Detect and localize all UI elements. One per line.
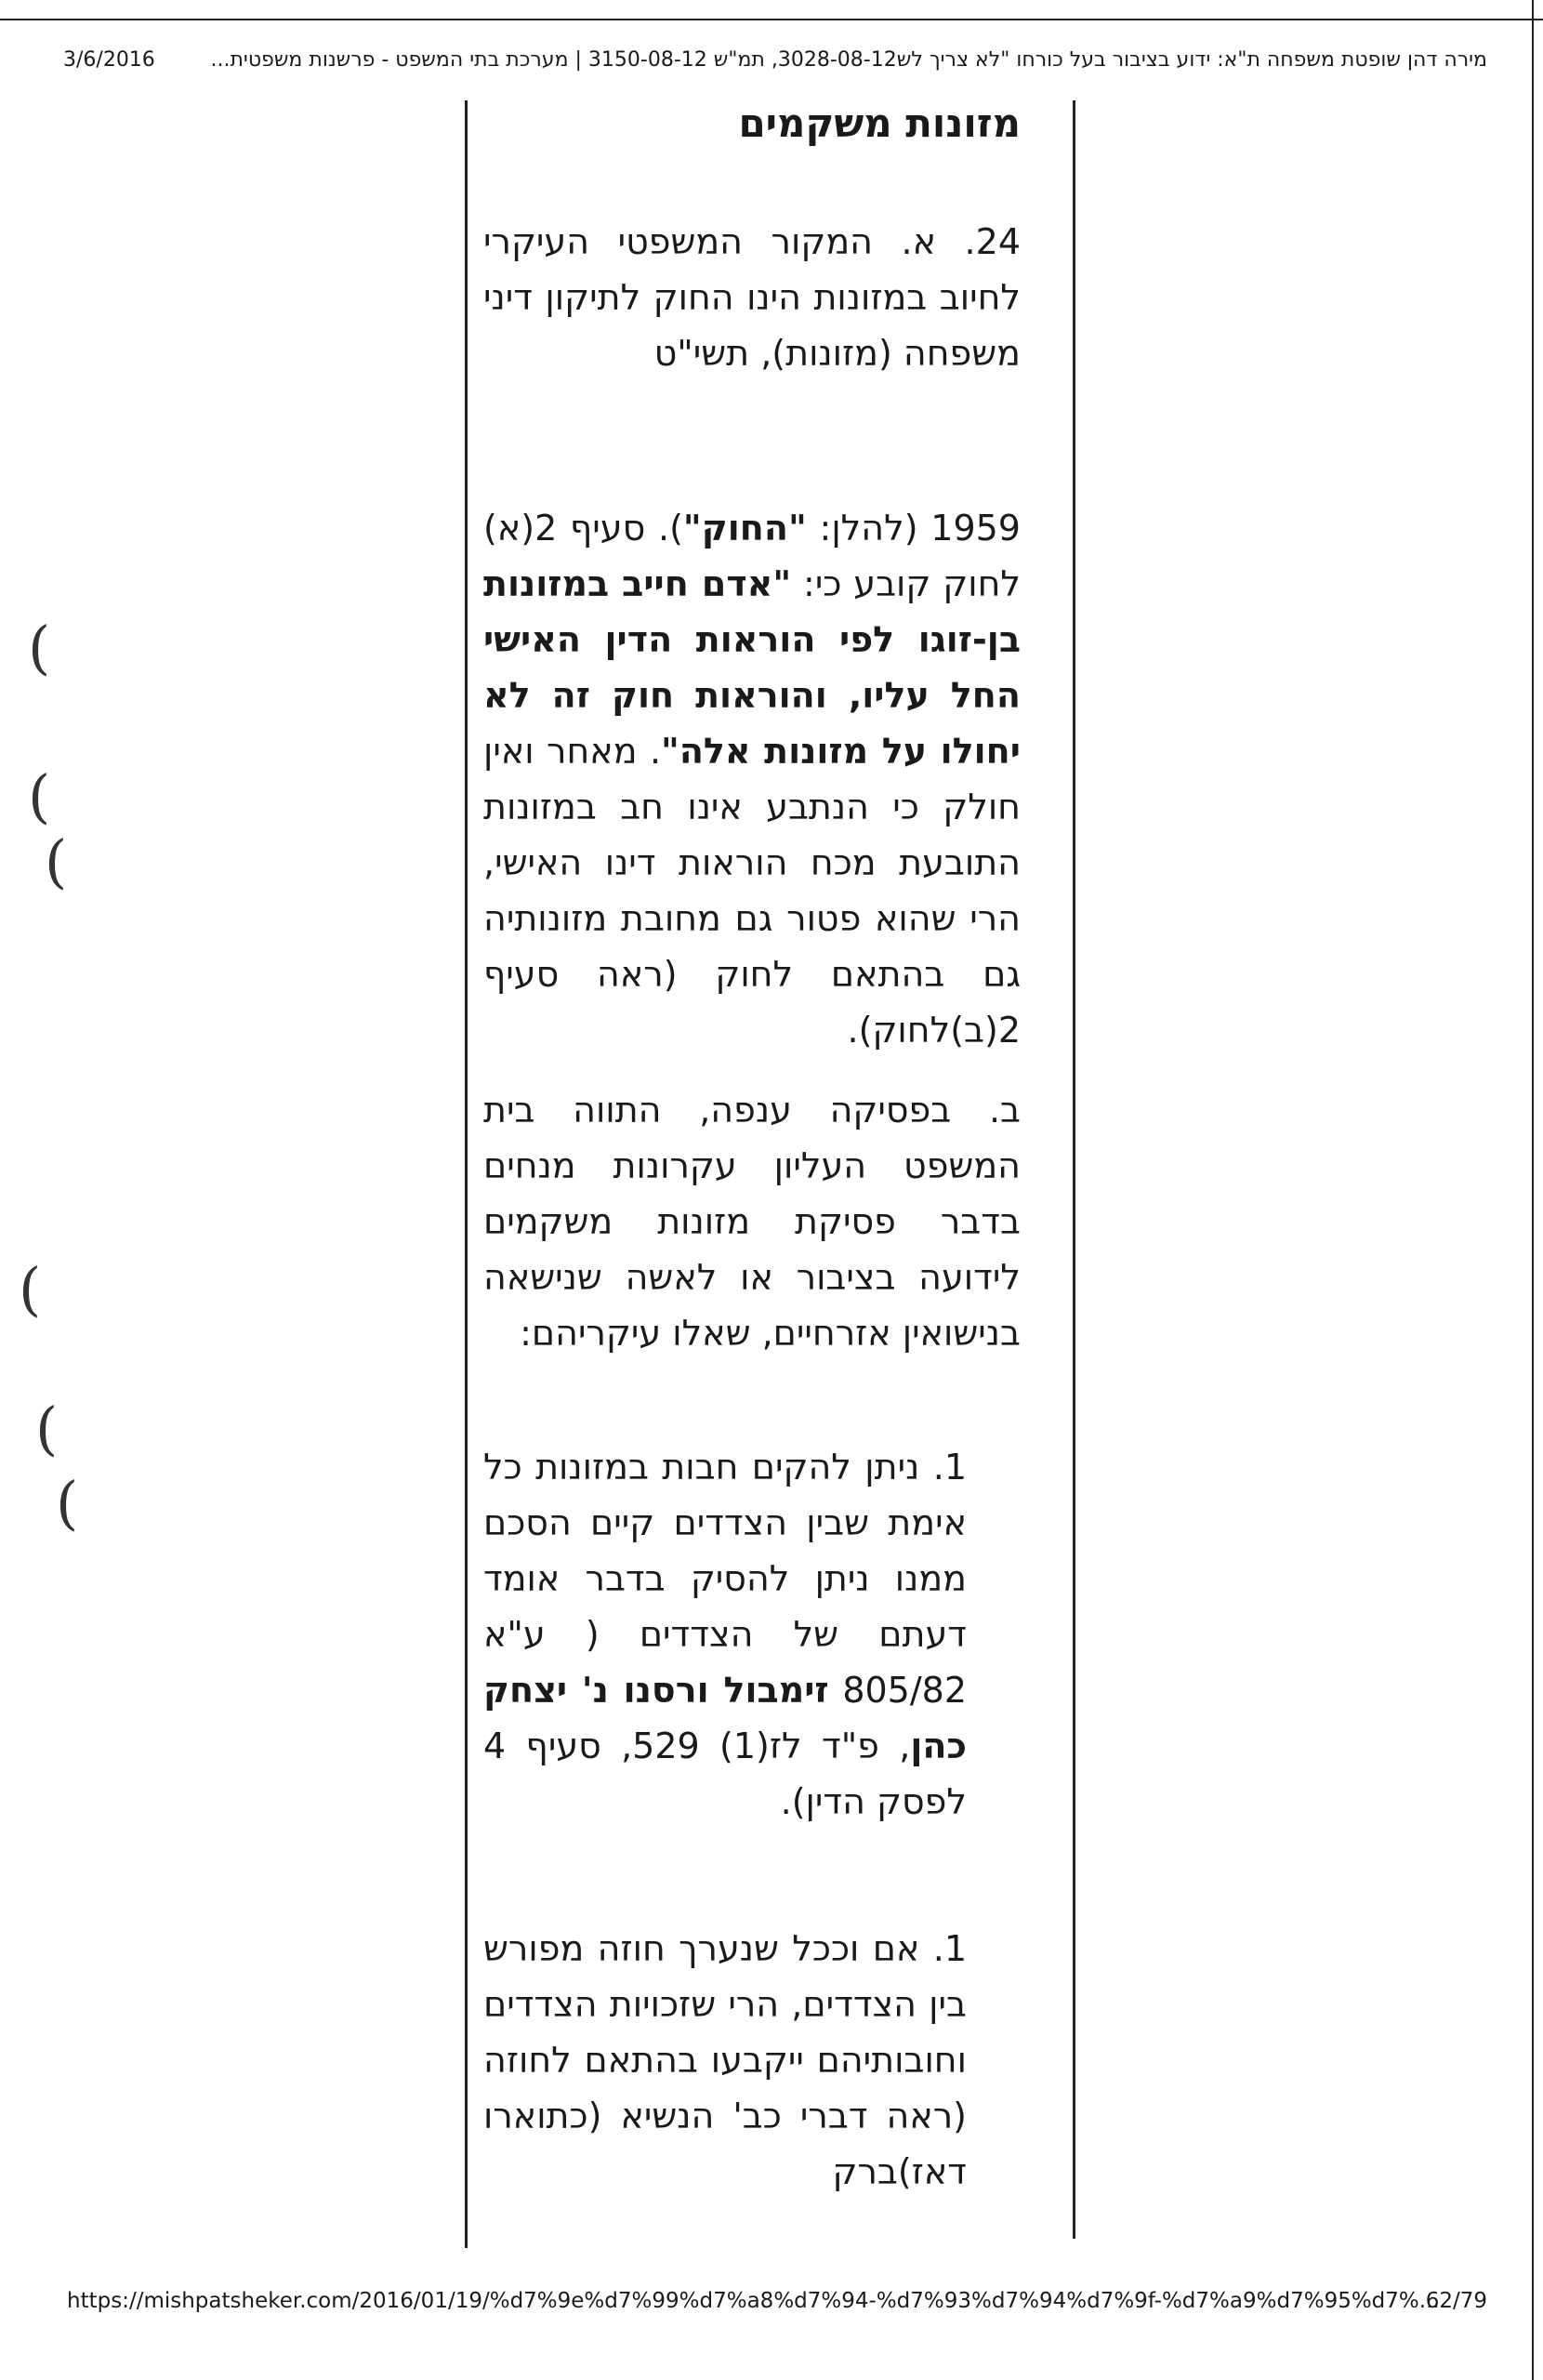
footer-url: https://mishpatsheker.com/2016/01/19/%d7%9e%d7%99%d7%a8%d7%94-%d7%93%d7%94%d7%9f-%d7%a9%d7%95%d7%... — [67, 2289, 1440, 2313]
scan-mark-bracket: ( — [56, 1469, 79, 1537]
scan-right-edge — [1532, 0, 1534, 2380]
column-border-left — [465, 100, 468, 2248]
item-1a-start: 1. ניתן להקים חבות במזונות כל אימת שבין הצדדים קיים הסכם ממנו ניתן להסיק בדבר אומד דעתם של הצדדים ( ע"א 805/82 — [483, 1447, 967, 1711]
list-item-1b — [483, 1921, 967, 2200]
paragraph-b — [483, 1082, 1021, 1361]
print-title: מירה דהן שופטת משפחה ת"א: ידוע בציבור בעל כורחו "לא צריך לש3028-08-12, תמ"ש 3150-08-12 | מערכת בתי המשפט - פרשנות משפטית... — [210, 48, 1487, 72]
scan-mark-bracket: ( — [19, 1255, 42, 1323]
p1959-end: . מאחר ואין חולק כי הנתבע אינו חב במזונות התובעת מכח הוראות דינו האישי, הרי שהוא פטור גם מחובת מזונותיה גם בהתאם לחוק (ראה סעיף 2(ב)לחוק). — [483, 731, 1021, 1051]
paragraph-b-text: ב. בפסיקה ענפה, התווה בית המשפט העליון עקרונות מנחים בדבר פסיקת מזונות משקמים לידועה בציבור או לאשה שנישאה בנישואין אזרחיים, שאלו עיקריהם: — [483, 1090, 1021, 1354]
paragraph-1959 — [483, 500, 1021, 1058]
paragraph-24-text: 24. א. המקור המשפטי העיקרי לחיוב במזונות הינו החוק לתיקון דיני משפחה (מזונות), תשי"ט — [483, 221, 1021, 374]
item-1a-case: זימבול ורסנו נ' יצחק כהן — [483, 1670, 967, 1766]
page-number: 62/79 — [1425, 2289, 1487, 2313]
p1959-start: 1959 (להלן: — [806, 508, 1021, 549]
p1959-middle: ). סעיף 2(א) לחוק קובע כי: — [483, 508, 1021, 604]
scan-mark-bracket: ( — [28, 614, 51, 681]
paragraph-24 — [483, 214, 1021, 381]
item-1a-end: , פ"ד לז(1) 529, סעיף 4 לפסק הדין). — [483, 1726, 967, 1822]
column-border-right — [1073, 100, 1075, 2239]
print-header — [63, 48, 1487, 86]
scan-top-edge — [0, 19, 1543, 20]
scan-mark-bracket: ( — [45, 827, 68, 895]
item-1b-text: 1. אם וככל שנערך חוזה מפורש בין הצדדים, הרי שזכויות הצדדים וחובותיהם ייקבעו בהתאם לחוזה (ראה דברי כב' הנשיא (כתוארו דאז)ברק — [483, 1928, 967, 2192]
print-date: 3/6/2016 — [63, 48, 155, 72]
list-item-1a — [483, 1439, 967, 1830]
scan-mark-bracket: ( — [28, 762, 51, 830]
section-heading: מזונות משקמים — [738, 100, 1021, 146]
scan-mark-bracket: ( — [35, 1395, 59, 1462]
p1959-quote: "אדם חייב במזונות בן-זוגו לפי הוראות הדין האישי החל עליו, והוראות חוק זה לא יחולו על מזונות אלה" — [483, 563, 1021, 772]
p1959-law-term: "החוק" — [682, 508, 807, 549]
